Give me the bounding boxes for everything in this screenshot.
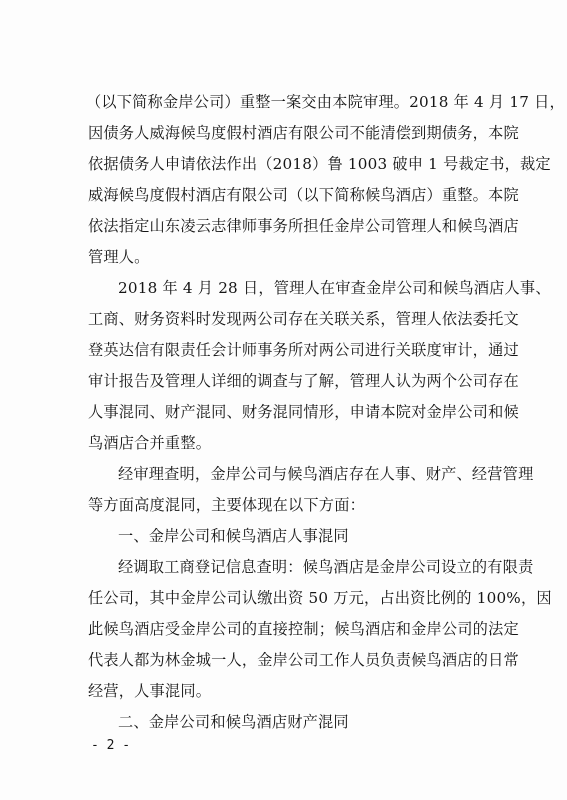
paragraph-line: （以下简称金岸公司）重整一案交由本院审理。2018 年 4 月 17 日， [86, 93, 565, 111]
section-heading: 一、金岸公司和候鸟酒店人事混同 [118, 527, 349, 545]
page-number: - 2 - [91, 738, 131, 753]
paragraph-line: 人事混同、财产混同、财务混同情形，申请本院对金岸公司和候 [88, 403, 519, 421]
paragraph-line: 登英达信有限责任会计师事务所对两公司进行关联度审计，通过 [88, 341, 519, 359]
paragraph-line: 经审理查明，金岸公司与候鸟酒店存在人事、财产、经营管理 [118, 465, 534, 483]
paragraph-line: 鸟酒店合并重整。 [88, 434, 212, 452]
section-heading: 二、金岸公司和候鸟酒店财产混同 [118, 713, 349, 731]
paragraph-line: 依据债务人申请依法作出（2018）鲁 1003 破申 1 号裁定书，裁定 [88, 155, 551, 173]
paragraph-line: 等方面高度混同，主要体现在以下方面： [88, 496, 365, 514]
paragraph-line: 代表人都为林金城一人，金岸公司工作人员负责候鸟酒店的日常 [88, 651, 519, 669]
paragraph-line: 经调取工商登记信息查明：候鸟酒店是金岸公司设立的有限责 [118, 558, 534, 576]
paragraph-line: 威海候鸟度假村酒店有限公司（以下简称候鸟酒店）重整。本院 [88, 186, 519, 204]
paragraph-line: 此候鸟酒店受金岸公司的直接控制；候鸟酒店和金岸公司的法定 [88, 620, 519, 638]
paragraph-line: 经营，人事混同。 [88, 682, 212, 700]
paragraph-line: 因债务人威海候鸟度假村酒店有限公司不能清偿到期债务，本院 [88, 124, 519, 142]
paragraph-line: 管理人。 [88, 248, 150, 266]
paragraph-line: 审计报告及管理人详细的调查与了解，管理人认为两个公司存在 [88, 372, 519, 390]
paragraph-line: 工商、财务资料时发现两公司存在关联关系，管理人依法委托文 [88, 310, 519, 328]
paragraph-line: 2018 年 4 月 28 日，管理人在审查金岸公司和候鸟酒店人事、 [118, 279, 551, 297]
paragraph-line: 任公司，其中金岸公司认缴出资 50 万元，占出资比例的 100%，因 [88, 589, 552, 607]
paragraph-line: 依法指定山东凌云志律师事务所担任金岸公司管理人和候鸟酒店 [88, 217, 519, 235]
